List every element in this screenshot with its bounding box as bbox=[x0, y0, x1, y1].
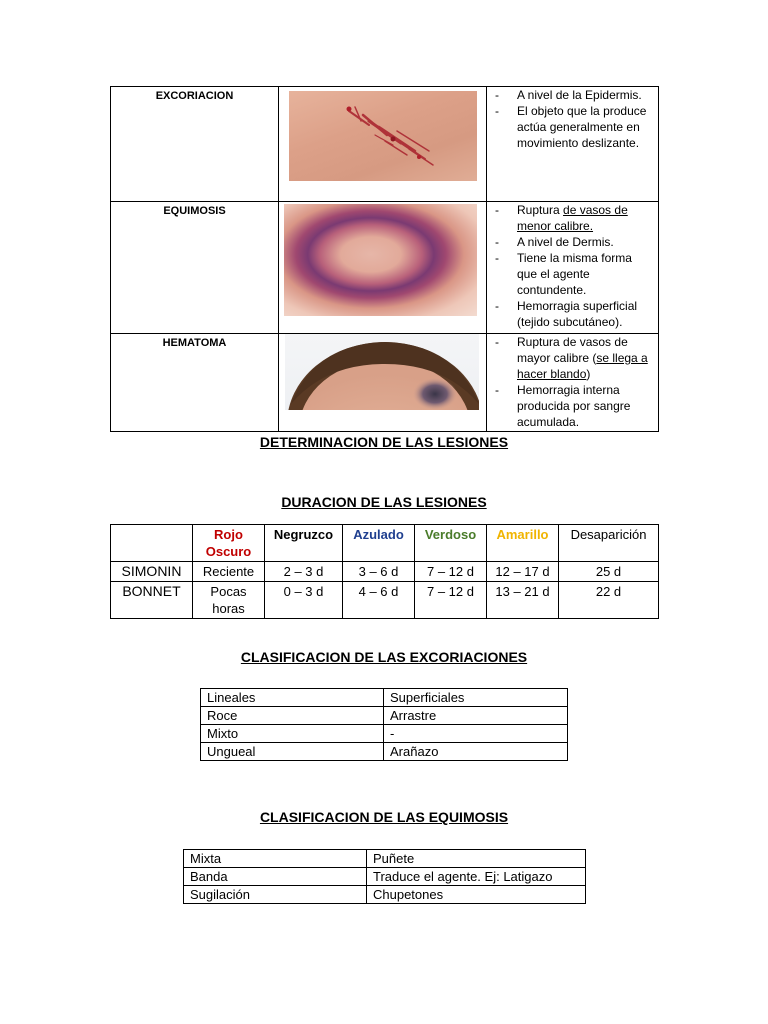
heading-clasificacion-equimosis: CLASIFICACION DE LAS EQUIMOSIS bbox=[259, 809, 509, 825]
table-row bbox=[111, 87, 659, 202]
cell: Ungueal bbox=[201, 743, 384, 761]
table-row bbox=[111, 582, 659, 619]
cell: Puñete bbox=[367, 850, 586, 868]
bullet: - El objeto que la produce actúa generalmente en movimiento deslizante. bbox=[487, 103, 654, 151]
bullet: - Hemorragia interna producida por sangre acumulada. bbox=[487, 382, 654, 430]
excoriation-photo bbox=[289, 91, 477, 181]
header-azulado: Azulado bbox=[343, 525, 415, 562]
heading-clasificacion-excoriaciones: CLASIFICACION DE LAS EXCORIACIONES bbox=[240, 649, 528, 665]
table-row bbox=[111, 202, 659, 334]
cell: Mixta bbox=[184, 850, 367, 868]
header-desaparicion: Desaparición bbox=[559, 525, 659, 562]
cell: Traduce el agente. Ej: Latigazo bbox=[367, 868, 586, 886]
lesion-name: HEMATOMA bbox=[111, 334, 279, 432]
ecchymosis-photo bbox=[284, 204, 477, 316]
cell: Roce bbox=[201, 707, 384, 725]
table-row bbox=[111, 525, 659, 562]
table-row bbox=[111, 334, 659, 432]
bullet: - Ruptura de vasos de menor calibre. bbox=[487, 202, 654, 234]
header-negruzco: Negruzco bbox=[265, 525, 343, 562]
table-row bbox=[184, 868, 586, 886]
ecchymosis-bullets bbox=[487, 202, 658, 330]
lesion-name: EQUIMOSIS bbox=[111, 202, 279, 334]
cell: Sugilación bbox=[184, 886, 367, 904]
heading-determinacion: DETERMINACION DE LAS LESIONES bbox=[259, 434, 509, 450]
header-cell bbox=[111, 525, 193, 562]
excoriation-bullets bbox=[487, 87, 658, 151]
cell: Chupetones bbox=[367, 886, 586, 904]
table-row bbox=[184, 886, 586, 904]
cell: 0 – 3 d bbox=[265, 582, 343, 619]
bullet: - A nivel de Dermis. bbox=[487, 234, 654, 250]
header-rojo-oscuro: Rojo Oscuro bbox=[193, 525, 265, 562]
bullet: - A nivel de la Epidermis. bbox=[487, 87, 654, 103]
table-row bbox=[201, 743, 568, 761]
cell: 4 – 6 d bbox=[343, 582, 415, 619]
cell: Arrastre bbox=[384, 707, 568, 725]
cell: 2 – 3 d bbox=[265, 562, 343, 582]
cell: Pocas horas bbox=[193, 582, 265, 619]
cell: 3 – 6 d bbox=[343, 562, 415, 582]
cell: Lineales bbox=[201, 689, 384, 707]
cell: 22 d bbox=[559, 582, 659, 619]
cell: Arañazo bbox=[384, 743, 568, 761]
row-label: BONNET bbox=[111, 582, 193, 619]
cell: Reciente bbox=[193, 562, 265, 582]
header-amarillo: Amarillo bbox=[487, 525, 559, 562]
duration-table bbox=[110, 524, 659, 619]
cell: 25 d bbox=[559, 562, 659, 582]
excoriaciones-table bbox=[200, 688, 568, 761]
header-verdoso: Verdoso bbox=[415, 525, 487, 562]
table-row bbox=[184, 850, 586, 868]
table-row bbox=[201, 689, 568, 707]
table-row bbox=[111, 562, 659, 582]
row-label: SIMONIN bbox=[111, 562, 193, 582]
heading-duracion: DURACION DE LAS LESIONES bbox=[281, 494, 487, 510]
cell: Mixto bbox=[201, 725, 384, 743]
bullet: - Hemorragia superficial (tejido subcutáneo). bbox=[487, 298, 654, 330]
lesion-name: EXCORIACION bbox=[111, 87, 279, 202]
cell: Superficiales bbox=[384, 689, 568, 707]
cell: 7 – 12 d bbox=[415, 562, 487, 582]
cell: 7 – 12 d bbox=[415, 582, 487, 619]
cell: 13 – 21 d bbox=[487, 582, 559, 619]
bullet: - Tiene la misma forma que el agente contundente. bbox=[487, 250, 654, 298]
equimosis-table bbox=[183, 849, 586, 904]
hematoma-photo bbox=[285, 334, 479, 410]
hematoma-bullets bbox=[487, 334, 658, 430]
table-row bbox=[201, 725, 568, 743]
cell: Banda bbox=[184, 868, 367, 886]
cell: - bbox=[384, 725, 568, 743]
bullet: - Ruptura de vasos de mayor calibre (se llega a hacer blando) bbox=[487, 334, 654, 382]
cell: 12 – 17 d bbox=[487, 562, 559, 582]
lesion-table bbox=[110, 86, 659, 432]
table-row bbox=[201, 707, 568, 725]
